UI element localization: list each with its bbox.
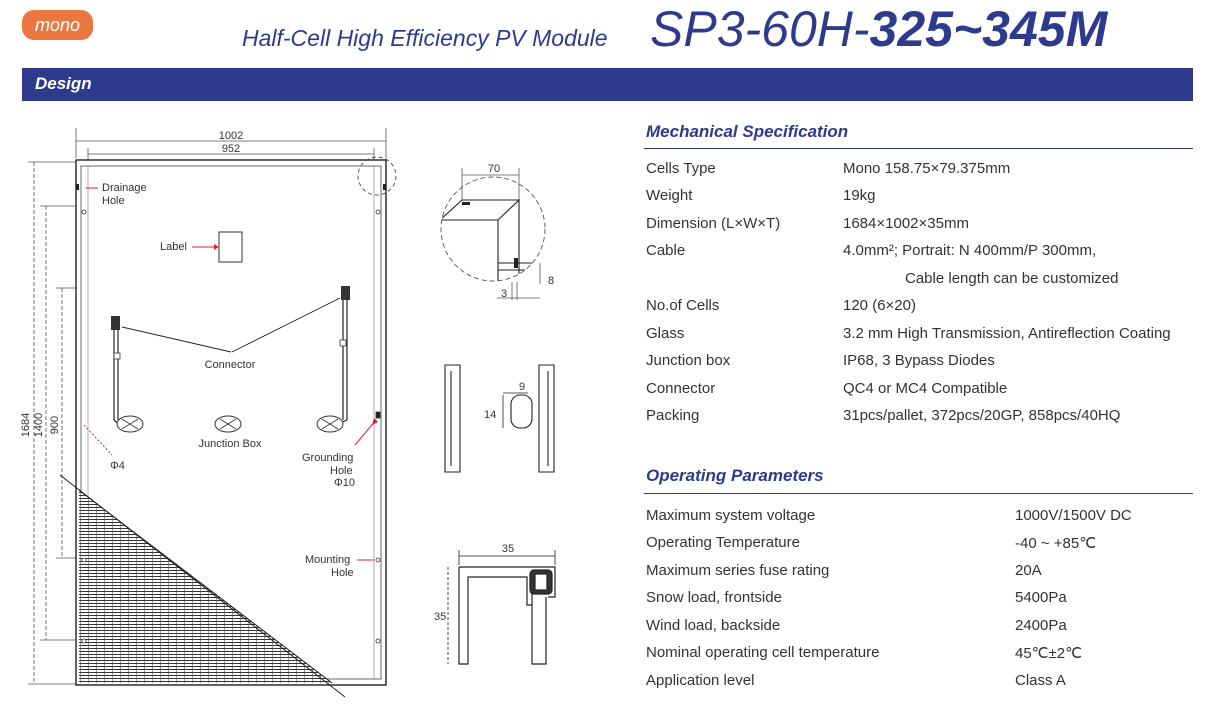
mech-key: No.of Cells	[646, 297, 720, 314]
op-row-noct	[646, 644, 1196, 668]
op-value: 45℃±2℃	[1015, 645, 1082, 662]
mech-value: QC4 or MC4 Compatible	[843, 380, 1008, 397]
module-drawing	[0, 110, 600, 710]
detail-35-height: 35	[434, 611, 447, 623]
connector-label: Connector	[204, 359, 256, 371]
grounding-label: Grounding	[302, 452, 354, 464]
mech-row-cells-type	[646, 160, 1196, 184]
mech-key: Cells Type	[646, 160, 716, 177]
op-row-max-voltage	[646, 507, 1196, 531]
drainage-label-hole: Hole	[102, 195, 125, 207]
op-row-snow-load	[646, 589, 1196, 613]
op-value: 20A	[1015, 562, 1042, 579]
op-key: Operating Temperature	[646, 534, 800, 551]
op-key: Snow load, frontside	[646, 589, 782, 606]
junction-box-label: Junction Box	[198, 438, 262, 450]
mech-row-dimension	[646, 215, 1196, 239]
op-key: Wind load, backside	[646, 617, 781, 634]
mech-row-packing	[646, 407, 1196, 431]
op-key: Application level	[646, 672, 755, 689]
dim-width-outer: 1002	[218, 130, 244, 142]
op-row-fuse	[646, 562, 1196, 586]
mech-key: Packing	[646, 407, 700, 424]
mech-row-cells	[646, 297, 1196, 321]
frame-section	[448, 550, 555, 664]
op-value: 5400Pa	[1015, 589, 1067, 606]
mech-row-connector	[646, 380, 1196, 404]
mech-row-junction	[646, 352, 1196, 376]
phi4-label: Φ4	[110, 460, 125, 472]
product-subtitle: Half-Cell High Efficiency PV Module	[242, 25, 608, 51]
model-prefix: SP3-60H-	[650, 1, 870, 57]
detail-8: 8	[548, 275, 555, 287]
mech-key: Cable	[646, 242, 686, 259]
mech-value: IP68, 3 Bypass Diodes	[843, 352, 995, 369]
mech-value: 1684×1002×35mm	[843, 215, 969, 232]
operating-params-title: Operating Parameters	[646, 466, 824, 485]
dim-height-1400: 1400	[33, 412, 45, 438]
operating-params-rule	[644, 493, 1193, 494]
op-key: Nominal operating cell temperature	[646, 644, 880, 661]
mech-value: Mono 158.75×79.375mm	[843, 160, 1011, 177]
dim-height-900: 900	[49, 415, 61, 435]
mech-key: Junction box	[646, 352, 731, 369]
mech-value: 31pcs/pallet, 372pcs/20GP, 858pcs/40HQ	[843, 407, 1121, 424]
grounding-label-hole: Hole	[330, 465, 353, 477]
op-row-application	[646, 672, 1196, 696]
mech-value: 3.2 mm High Transmission, Antireflection Coating	[843, 325, 1171, 342]
grounding-label-phi: Φ10	[334, 477, 356, 489]
connector-right	[341, 286, 350, 300]
op-value: Class A	[1015, 672, 1066, 689]
mechanical-spec-title: Mechanical Specification	[646, 122, 849, 141]
detail-14: 14	[484, 409, 497, 421]
op-value: 1000V/1500V DC	[1015, 507, 1132, 524]
mech-value: 4.0mm²; Portrait: N 400mm/P 300mm,	[843, 242, 1097, 259]
detail-9: 9	[519, 381, 526, 393]
mechanical-spec-rule	[644, 148, 1193, 149]
hole-detail	[445, 365, 554, 472]
mech-key: Dimension (L×W×T)	[646, 215, 781, 232]
op-row-wind-load	[646, 617, 1196, 641]
label-text: Label	[160, 241, 187, 253]
connector-left	[111, 316, 120, 330]
model-range: 325~345M	[869, 1, 1108, 57]
design-section-bar	[22, 68, 1193, 101]
mech-value: 120 (6×20)	[843, 297, 916, 314]
dim-height-1684: 1684	[20, 412, 32, 438]
mech-row-glass	[646, 325, 1196, 349]
mounting-label-hole: Hole	[331, 567, 354, 579]
mech-row-weight	[646, 187, 1196, 211]
detail-35-width: 35	[501, 543, 515, 555]
mech-key: Glass	[646, 325, 685, 342]
op-value: 2400Pa	[1015, 617, 1067, 634]
op-key: Maximum series fuse rating	[646, 562, 830, 579]
mono-badge: mono	[22, 10, 93, 40]
mech-value: 19kg	[843, 187, 876, 204]
mounting-label: Mounting	[305, 554, 351, 566]
mech-row-cable	[646, 242, 1196, 266]
op-key: Maximum system voltage	[646, 507, 816, 524]
mech-key: Connector	[646, 380, 716, 397]
op-value: -40 ~ +85℃	[1015, 535, 1097, 552]
op-row-temperature	[646, 534, 1196, 558]
dim-width-inner: 952	[221, 143, 241, 155]
mech-key: Weight	[646, 187, 693, 204]
mech-row-cable-cont	[646, 270, 1196, 294]
label-box	[219, 232, 242, 262]
design-section-title: Design	[35, 74, 92, 93]
model-title	[650, 0, 1107, 58]
detail-70: 70	[487, 163, 501, 175]
corner-detail	[440, 163, 560, 300]
mech-value-cont: Cable length can be customized	[905, 270, 1119, 287]
detail-3: 3	[501, 288, 508, 300]
drainage-label: Drainage	[102, 182, 147, 194]
